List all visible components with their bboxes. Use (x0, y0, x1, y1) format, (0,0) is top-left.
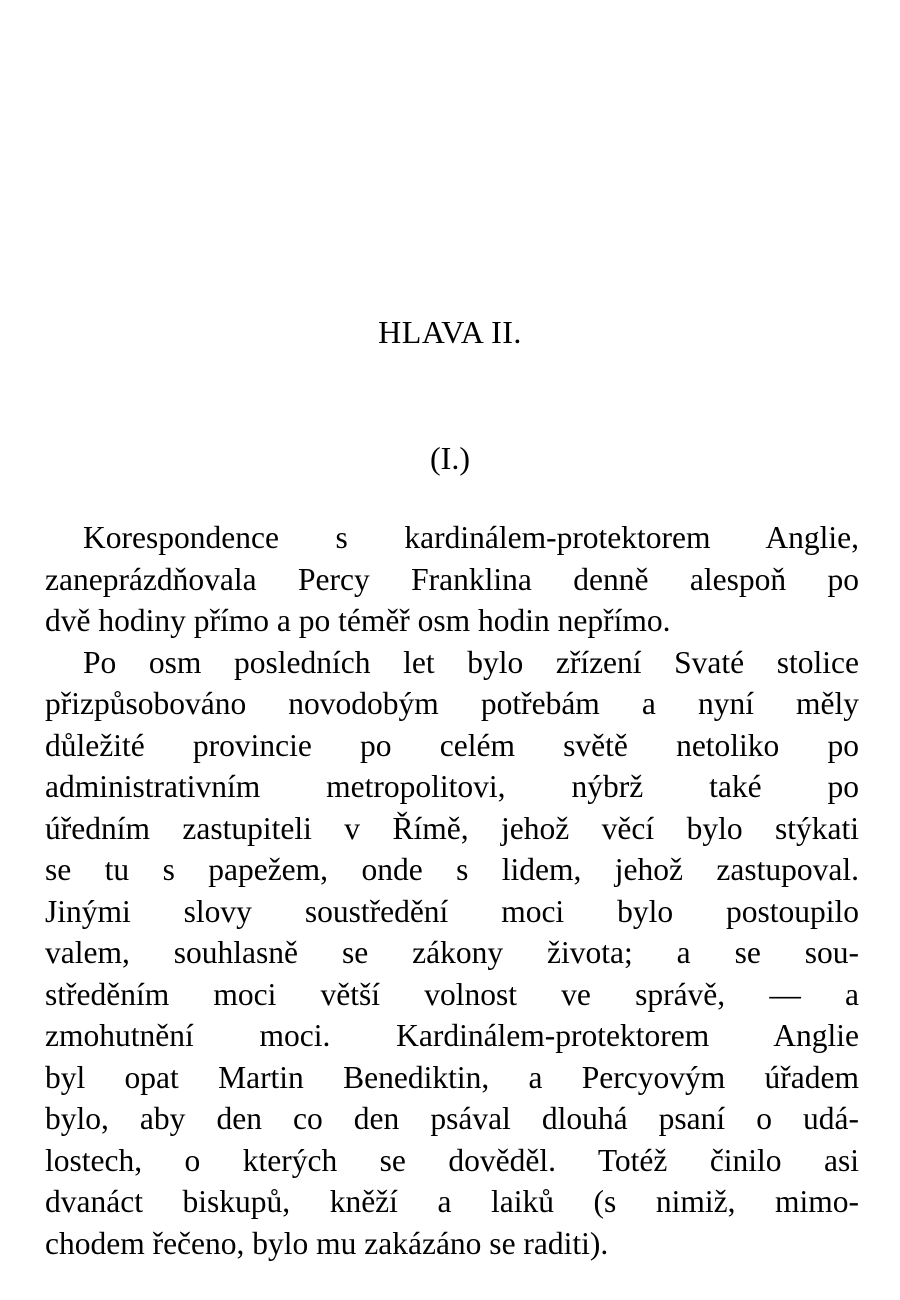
section-number: (I.) (430, 440, 470, 476)
text-line: bylo, aby den co den psával dlouhá psaní o udá- (45, 1101, 859, 1136)
text-line: přizpůsobováno novodobým potřebám a nyní měly (45, 686, 859, 721)
text-line: lostech, o kterých se dověděl. Totéž činilo asi (45, 1142, 859, 1178)
text-line: administrativním metropolitovi, nýbrž také po (45, 769, 859, 804)
paragraph-2 (45, 642, 859, 1265)
text-line: Korespondence s kardinálem-protektorem Anglie, (83, 520, 859, 555)
body-text (45, 517, 859, 1264)
text-line: se tu s papežem, onde s lidem, jehož zastupoval. (45, 852, 859, 887)
text-line: Jinými slovy soustředění moci bylo postoupilo (45, 893, 859, 929)
text-line: dvě hodiny přímo a po téměř osm hodin nepřímo. (45, 603, 671, 638)
text-line: středěním moci větší volnost ve správě, — a (45, 976, 859, 1012)
text-line: Po osm posledních let bylo zřízení Svaté stolice (83, 644, 859, 680)
text-line: zaneprázdňovala Percy Franklina denně alespoň po (45, 561, 859, 597)
chapter-title: HLAVA II. (378, 314, 522, 350)
text-line: valem, souhlasně se zákony života; a se sou- (45, 935, 859, 970)
text-line: důležité provincie po celém světě netoliko po (45, 727, 859, 763)
text-line: úředním zastupiteli v Římě, jehož věcí bylo stýkati (45, 810, 859, 846)
text-line: chodem řečeno, bylo mu zakázáno se raditi). (45, 1225, 609, 1261)
paragraph-1 (45, 517, 859, 642)
text-line: dvanáct biskupů, kněží a laiků (s nimiž, mimo- (45, 1184, 859, 1219)
text-line: zmohutnění moci. Kardinálem-protektorem Anglie (45, 1018, 859, 1053)
text-line: byl opat Martin Benediktin, a Percyovým úřadem (45, 1059, 859, 1095)
